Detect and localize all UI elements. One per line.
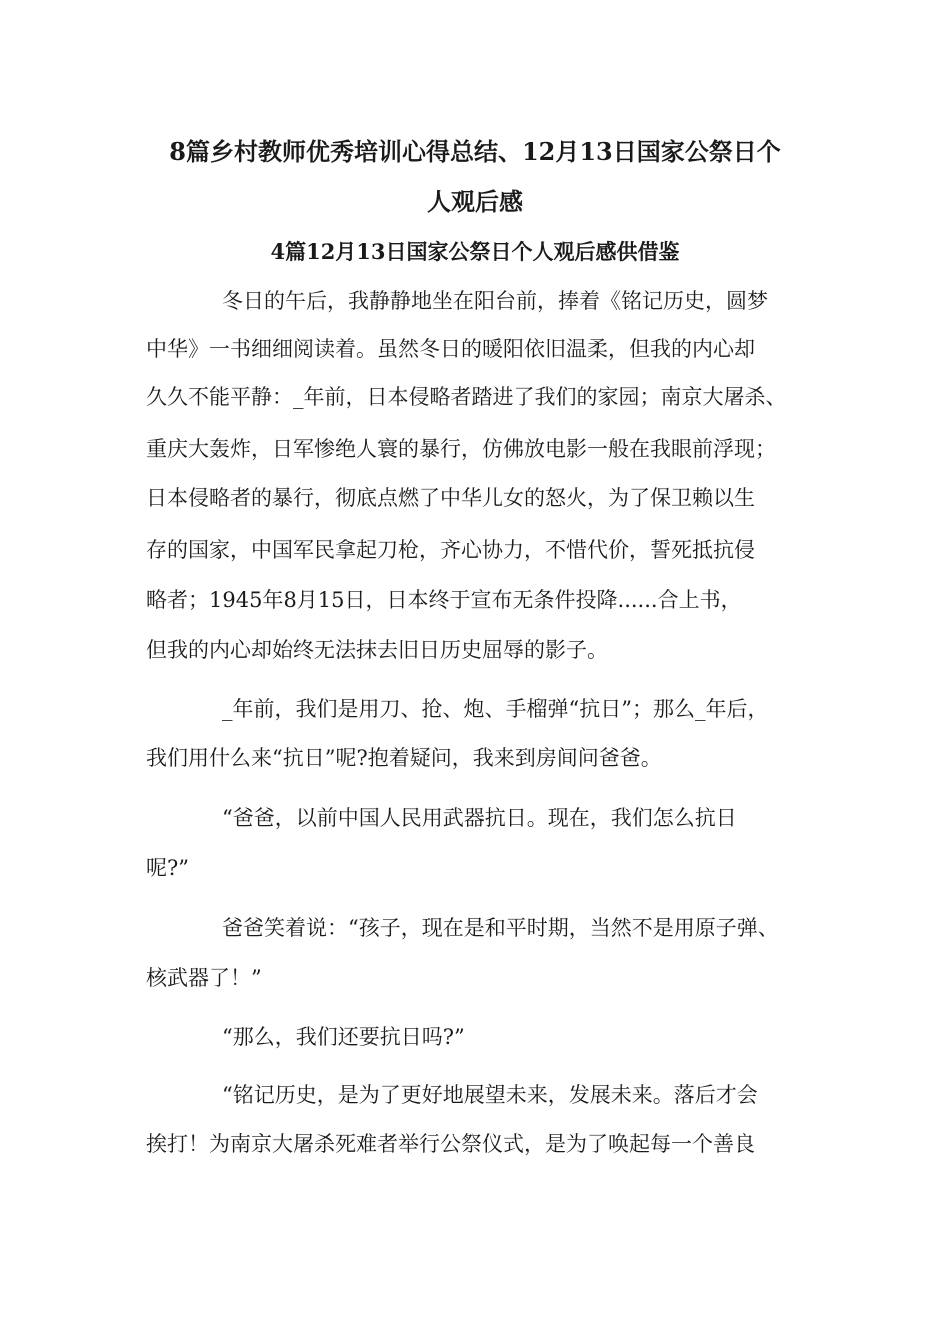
paragraph-line: 但我的内心却始终无法抹去旧日历史屈辱的影子。 bbox=[146, 638, 608, 662]
paragraph-line: 中华》一书细细阅读着。虽然冬日的暖阳依旧温柔，但我的内心却 bbox=[146, 337, 755, 361]
paragraph-line: 冬日的午后，我静静地坐在阳台前，捧着《铭记历史，圆梦 bbox=[222, 289, 768, 313]
paragraph-line: 核武器了！” bbox=[146, 966, 262, 990]
paragraph-line: _年前，我们是用刀、抢、炮、手榴弹“抗日”；那么_年后， bbox=[222, 697, 769, 721]
paragraph-line: 重庆大轰炸，日军惨绝人寰的暴行，仿佛放电影一般在我眼前浮现； bbox=[146, 437, 776, 461]
paragraph-line: 呢?” bbox=[146, 856, 189, 880]
document-title-line-2: 人观后感 bbox=[427, 187, 523, 216]
paragraph-line: 爸爸笑着说：“孩子，现在是和平时期，当然不是用原子弹、 bbox=[222, 916, 779, 940]
paragraph-line: “铭记历史，是为了更好地展望未来，发展未来。落后才会 bbox=[222, 1083, 758, 1107]
paragraph-line: 存的国家，中国军民拿起刀枪，齐心协力，不惜代价，誓死抵抗侵 bbox=[146, 538, 755, 562]
paragraph-line: 日本侵略者的暴行，彻底点燃了中华儿女的怒火，为了保卫赖以生 bbox=[146, 486, 755, 510]
paragraph-line: “那么，我们还要抗日吗?” bbox=[222, 1025, 465, 1049]
paragraph-line: 挨打！为南京大屠杀死难者举行公祭仪式，是为了唤起每一个善良 bbox=[146, 1132, 755, 1156]
paragraph-line: 我们用什么来“抗日”呢?抱着疑问，我来到房间问爸爸。 bbox=[146, 746, 662, 770]
paragraph-line: “爸爸，以前中国人民用武器抗日。现在，我们怎么抗日 bbox=[222, 806, 737, 830]
paragraph-line: 略者；1945年8月15日，日本终于宣布无条件投降......合上书， bbox=[146, 588, 742, 612]
paragraph-line: 久久不能平静：_年前，日本侵略者踏进了我们的家园；南京大屠杀、 bbox=[146, 385, 787, 409]
document-title-line-1: 8篇乡村教师优秀培训心得总结、12月13日国家公祭日个 bbox=[169, 137, 781, 166]
document-title bbox=[120, 127, 830, 227]
document-subtitle: 4篇12月13日国家公祭日个人观后感供借鉴 bbox=[270, 239, 680, 264]
